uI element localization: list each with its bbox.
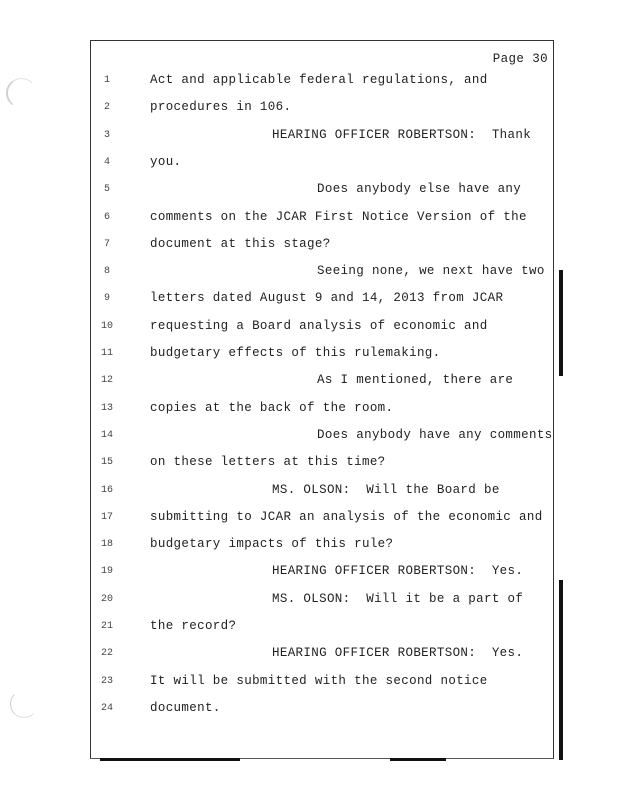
line-number: 22	[100, 648, 113, 659]
transcript-line: letters dated August 9 and 14, 2013 from JCAR	[150, 291, 504, 305]
line-number: 19	[100, 566, 113, 577]
line-number: 1	[103, 75, 110, 86]
transcript-line: copies at the back of the room.	[150, 401, 394, 415]
scan-hole-bottom	[10, 690, 38, 718]
transcript-line: comments on the JCAR First Notice Version of the	[150, 210, 527, 224]
line-number: 13	[100, 403, 113, 414]
transcript-line: budgetary effects of this rulemaking.	[150, 346, 441, 360]
line-number: 2	[103, 102, 110, 113]
transcript-line: procedures in 106.	[150, 100, 292, 114]
transcript-line: the record?	[150, 619, 237, 633]
transcript-line: HEARING OFFICER ROBERTSON: Yes.	[272, 564, 524, 578]
transcript-line: submitting to JCAR an analysis of the economic and	[150, 510, 543, 524]
line-number: 15	[100, 457, 113, 468]
line-number: 23	[100, 676, 113, 687]
right-edge-bar-lower	[559, 580, 563, 760]
transcript-line: Act and applicable federal regulations, and	[150, 73, 488, 87]
transcript-line: document at this stage?	[150, 237, 331, 251]
line-number: 8	[103, 266, 110, 277]
line-number: 5	[103, 184, 110, 195]
transcript-line: HEARING OFFICER ROBERTSON: Thank	[272, 128, 532, 142]
transcript-line: Does anybody have any comments	[317, 428, 553, 442]
line-number: 12	[100, 375, 113, 386]
transcript-line: on these letters at this time?	[150, 455, 386, 469]
page-number: Page 30	[492, 52, 548, 66]
line-number: 18	[100, 539, 113, 550]
line-number: 16	[100, 485, 113, 496]
transcript-line: requesting a Board analysis of economic and	[150, 319, 488, 333]
transcript-line: HEARING OFFICER ROBERTSON: Yes.	[272, 646, 524, 660]
line-number: 11	[100, 348, 113, 359]
transcript-line: you.	[150, 155, 182, 169]
line-number: 3	[103, 130, 110, 141]
scan-hole-top	[6, 78, 37, 108]
transcript-line: Seeing none, we next have two	[317, 264, 545, 278]
line-number: 17	[100, 512, 113, 523]
line-number: 9	[103, 293, 110, 304]
transcript-line: MS. OLSON: Will it be a part of	[272, 592, 524, 606]
right-edge-bar-upper	[559, 270, 563, 376]
line-number: 21	[100, 621, 113, 632]
line-number: 10	[100, 321, 113, 332]
line-number: 14	[100, 430, 113, 441]
transcript-line: Does anybody else have any	[317, 182, 522, 196]
line-number: 6	[103, 212, 110, 223]
transcript-line: document.	[150, 701, 221, 715]
bottom-bar-right	[390, 758, 446, 761]
line-number: 4	[103, 157, 110, 168]
transcript-line: budgetary impacts of this rule?	[150, 537, 394, 551]
bottom-bar-left	[100, 758, 240, 761]
transcript-line: MS. OLSON: Will the Board be	[272, 483, 500, 497]
line-number: 20	[100, 594, 113, 605]
transcript-line: It will be submitted with the second notice	[150, 674, 488, 688]
line-number: 7	[103, 239, 110, 250]
transcript-line: As I mentioned, there are	[317, 373, 514, 387]
line-number: 24	[100, 703, 113, 714]
